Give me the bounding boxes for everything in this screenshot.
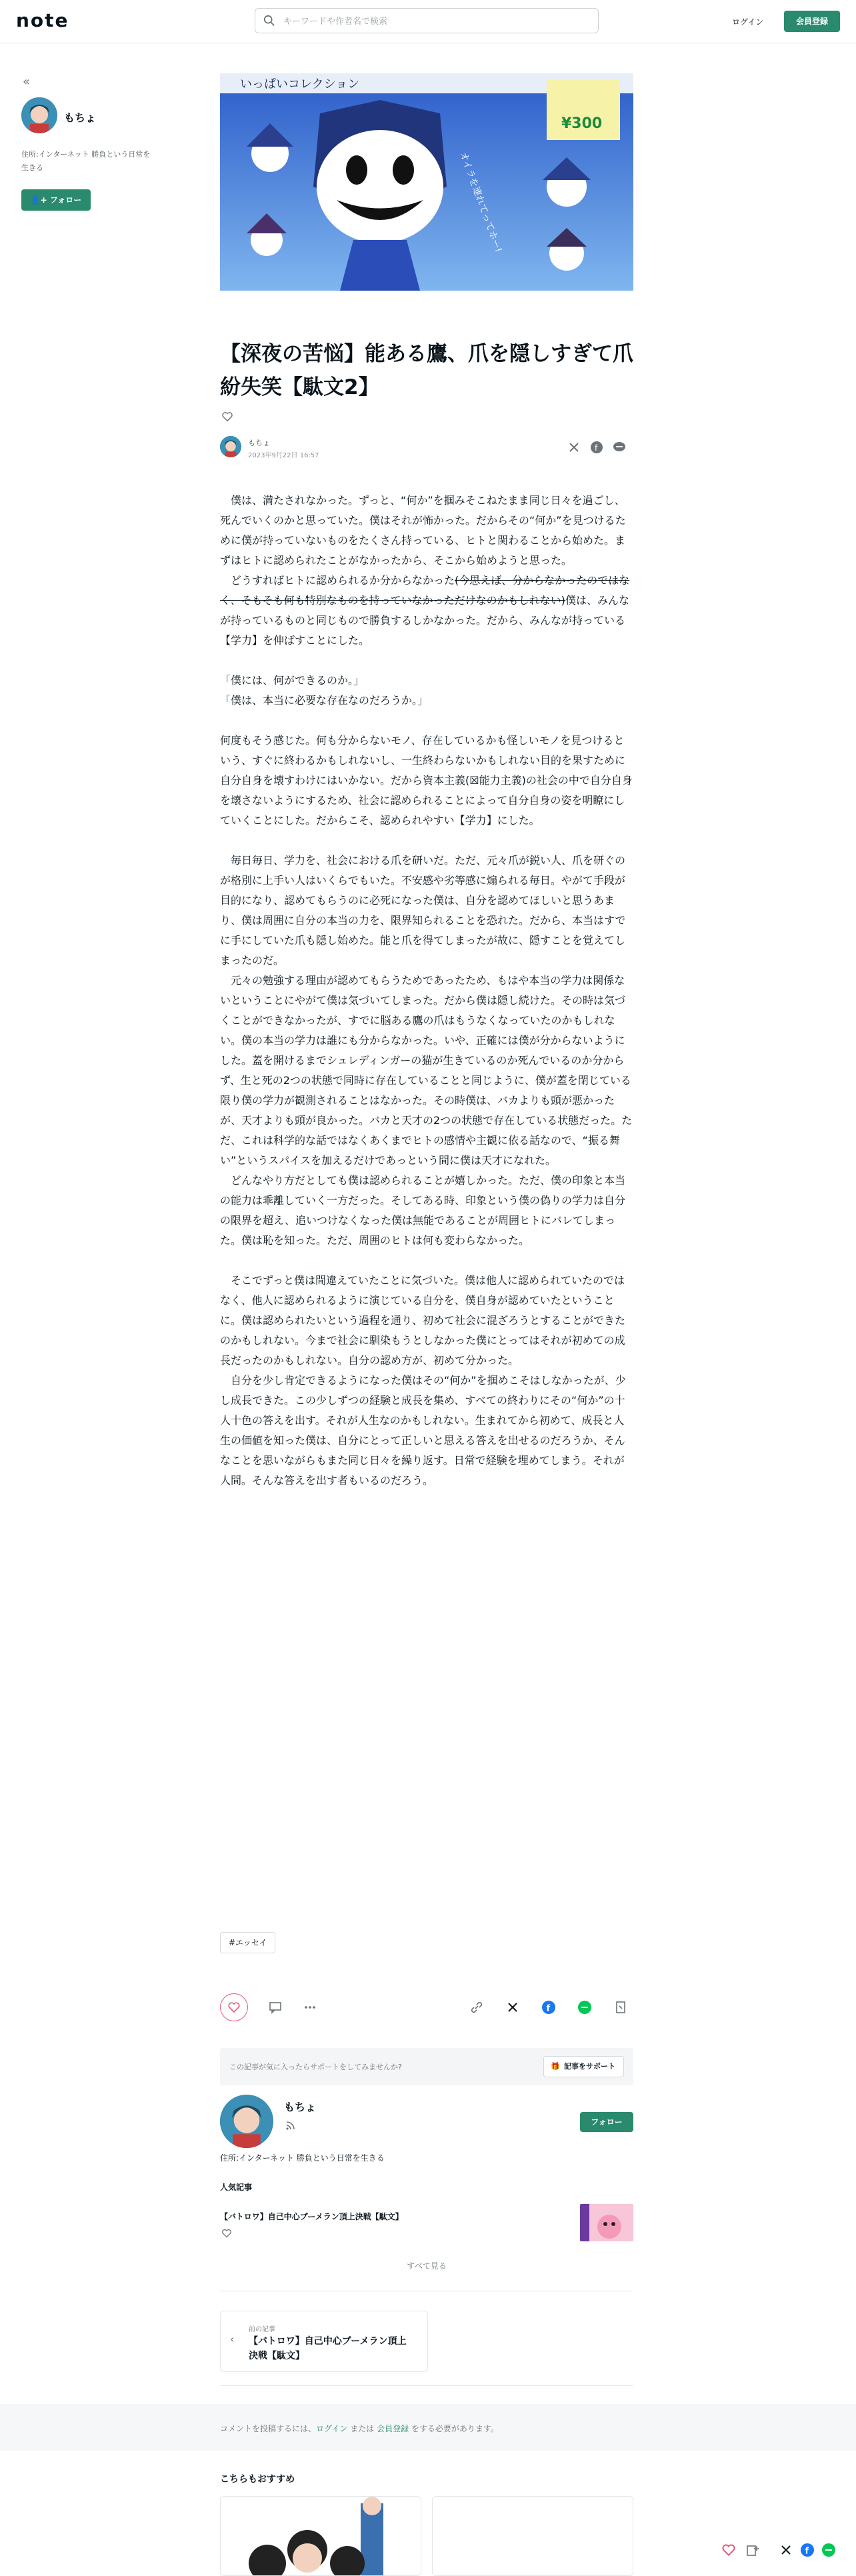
floating-share-bar <box>715 2540 848 2560</box>
paragraph: そこでずっと僕は間違えていたことに気づいた。僕は他人に認められていたのではなく、他人に認められるように演じている自分を、僕自身が認めていたということに。僕は認められたいという過程を通り、初めて社会に混ざろうとすることができたのかもしれない。今まで社会に馴染もうとしなかった僕にとってはそれが初めての成長だったのかもしれない。自分の認め方が、初めて分かった。 <box>220 1274 626 1367</box>
chevron-left-icon: ‹ <box>230 2333 235 2345</box>
link-icon[interactable] <box>469 2000 484 2015</box>
profile-follow-button[interactable]: フォロー <box>580 2112 633 2132</box>
heart-icon[interactable] <box>721 2543 736 2557</box>
publish-date: 2023年9月22日 16:57 <box>248 452 319 459</box>
share-menu-icon[interactable] <box>613 2000 628 2015</box>
user-plus-icon: 👤+ <box>30 195 50 205</box>
paragraph: 毎日毎日、学力を、社会における爪を研いだ。ただ、元々爪が鋭い人、爪を研ぐのが格別に上手い人はいくらでもいた。不安感や劣等感に煽られる毎日。やがて手段が目的になり、認めてもらうのに必死になった僕は、自分を認めてほしいと思うあまり、僕は周囲に自分の本当の力を、限界知られることを恐れた。だから、本当はすでに手にしていた爪も隠し始めた。能と爪を得てしまったが故に、隠すことを覚えてしまったのだ。 <box>220 854 626 967</box>
line-share-icon[interactable] <box>612 440 627 455</box>
quote-line: 「僕は、本当に必要な存在なのだろうか。」 <box>220 694 429 707</box>
hero-image <box>220 73 633 291</box>
strikethrough-text: (今思えば、分からなかったのではなく、そもそも何も特別なものを持っていなかっただけなのかもしれない) <box>220 574 630 607</box>
paragraph: 元々の勉強する理由が認めてもらうためであったため、もはや本当の学力は関係ないということにやがて僕は気づいてしまった。だから僕は隠し続けた。その時は気づくことができなかったが、すでに脳ある鷹の爪はもうなくなっていたのかもしれない。僕の本当の学力は誰にも分からなかった。いや、正確には僕が分からないようにした。蓋を開けるまでシュレディンガーの猫が生きているのか死んでいるのか分からず、生と死の2つの状態で同時に存在していることと同じように、僕が蓋を閉じている限り僕の学力が観測されることはなかった。その時僕は、バカよりも頭が悪かったが、天才よりも頭が良かった。バカと天才の2つの状態で存在している状態だった。ただ、これは科学的な話ではなくあくまでヒトの感情や主観に依る話なので、“振る舞い”というスパイスを加えるだけであっという間に僕は天才になれた。 <box>220 974 633 1167</box>
signup-button[interactable]: 会員登録 <box>784 11 840 32</box>
comment-prefix: コメントを投稿するには、 <box>220 2424 317 2433</box>
facebook-share-icon[interactable] <box>541 2000 556 2015</box>
support-button-label: 記事をサポート <box>564 2062 615 2071</box>
profile-name[interactable]: もちょ <box>284 2101 317 2113</box>
author-name[interactable]: もちょ <box>64 111 97 124</box>
support-box <box>220 2048 633 2085</box>
heart-icon <box>227 2001 241 2014</box>
popular-article-title[interactable]: 【バトロワ】自己中心ブーメラン頂上決戦【駄文】 <box>220 2212 403 2221</box>
svg-text:¥300: ¥300 <box>561 115 603 132</box>
profile-bio: 住所:インターネット 勝負という日常を生きる <box>220 2153 385 2163</box>
divider <box>220 2385 633 2386</box>
avatar[interactable] <box>21 97 57 133</box>
line-share-icon[interactable] <box>577 2000 592 2015</box>
gift-icon: 🎁 <box>551 2062 560 2071</box>
popular-heading: 人気記事 <box>220 2183 253 2192</box>
popular-article-thumbnail[interactable] <box>580 2204 633 2241</box>
x-share-icon[interactable] <box>779 2543 793 2557</box>
see-all-link[interactable]: すべて見る <box>407 2261 447 2271</box>
facebook-share-icon[interactable] <box>589 440 604 455</box>
like-heart-icon[interactable] <box>221 411 233 423</box>
previous-label: 前の記事 <box>249 2326 275 2333</box>
site-header <box>0 0 856 43</box>
x-share-icon[interactable] <box>567 440 581 455</box>
follow-button[interactable] <box>21 189 91 211</box>
meta-author-name[interactable]: もちょ <box>248 439 270 447</box>
paragraph: 何度もそう感じた。何も分からないモノ、存在しているかも怪しいモノを見つけるという、すぐに終わるかもしれないし、一生終わらないかもしれない目的を果すために自分自身を壊すわけにはいかない。だから資本主義(☒能力主義)の社会の中で自分自身を壊さないようにするため、社会に認められることによって自分自身の姿を明瞭にしていくことにした。だからこそ、認められやすい【学力】にした。 <box>220 734 633 827</box>
recommend-card[interactable] <box>432 2496 633 2576</box>
facebook-share-icon[interactable] <box>800 2543 815 2557</box>
comment-login-link[interactable]: ログイン <box>316 2424 348 2433</box>
article-body <box>220 491 633 1491</box>
svg-text:f: f <box>595 443 598 453</box>
login-link[interactable]: ログイン <box>732 17 764 27</box>
svg-text:いっぱいコレクション: いっぱいコレクション <box>240 77 360 91</box>
line-share-icon[interactable] <box>821 2543 836 2557</box>
profile-avatar[interactable] <box>220 2095 273 2148</box>
recommend-heading: こちらもおすすめ <box>220 2474 295 2485</box>
comment-notice <box>0 2404 856 2451</box>
search-box[interactable] <box>255 8 599 33</box>
collapse-sidebar-icon[interactable]: « <box>23 75 31 89</box>
paragraph: どうすればヒトに認められるか分からなかった(今思えば、分からなかったのではなく、そもそも何も特別なものを持っていなかっただけなのかもしれない)僕は、みんなが持っているものと同じもので勝負するしかなかった。だから、みんなが持っている【学力】を伸ばすことにした。 <box>220 574 630 647</box>
author-bio: 住所:インターネット 勝負という日常を生きる <box>21 150 151 172</box>
svg-text:f: f <box>546 2003 551 2014</box>
quote-line: 「僕には、何ができるのか。」 <box>220 674 365 687</box>
comment-suffix: をする必要があります。 <box>409 2424 499 2433</box>
like-button[interactable] <box>220 1993 248 2021</box>
magazine-add-icon[interactable] <box>745 2543 760 2557</box>
x-share-icon[interactable] <box>505 2000 520 2015</box>
comment-icon[interactable] <box>268 2000 283 2015</box>
paragraph: 自分を少し肯定できるようになった僕はその“何か”を掴めこそはしなかったが、少し成長できた。この少しずつの経験と成長を集め、すべての終わりにその“何か”の十人十色の答えを出す。それが人生なのかもしれない。生まれてから初めて、成長と人生の価値を知った僕は、自分にとって正しいと思える答えを出せるのだろうか、そんなことを思いながらもまた同じ日々を繰り返す。日常で経験を埋めてしまう。それが人間。そんな答えを出す者もいるのだろう。 <box>220 1374 626 1487</box>
comment-signup-link[interactable]: 会員登録 <box>377 2424 409 2433</box>
article-title: 【深夜の苦悩】能ある鷹、爪を隠しすぎて爪紛失笑【駄文2】 <box>220 342 633 399</box>
comment-or: または <box>347 2424 377 2433</box>
hashtag-chip[interactable]: #エッセイ <box>220 1932 275 1953</box>
support-button[interactable] <box>543 2056 624 2077</box>
note-logo[interactable]: note <box>16 9 69 31</box>
heart-icon[interactable] <box>221 2228 232 2239</box>
paragraph: 僕は、満たされなかった。ずっと、“何か”を掴みそこねたまま同じ日々を過ごし、死んでいくのかと思っていた。僕はそれが怖かった。だからその“何か”を見つけるために僕が持っていないものをたくさん持っている、ヒトと関わることから始めた。まずはヒトに認められたことがなかったから、そこから始めようと思った。 <box>220 494 626 567</box>
follow-button-label: フォロー <box>49 195 82 205</box>
previous-article-title: 【バトロワ】自己中心ブーメラン頂上決戦【駄文】 <box>249 2336 407 2361</box>
svg-text:オイラを連れてってホー!: オイラを連れてってホー! <box>457 150 504 254</box>
svg-text:f: f <box>805 2546 809 2557</box>
more-icon[interactable] <box>303 2000 317 2015</box>
meta-avatar[interactable] <box>220 436 241 457</box>
action-bar <box>220 1993 633 2023</box>
search-input[interactable] <box>282 13 578 30</box>
support-text: この記事が気に入ったらサポートをしてみませんか? <box>229 2063 402 2071</box>
search-icon <box>263 15 275 27</box>
rss-icon[interactable] <box>285 2120 296 2131</box>
paragraph: どんなやり方だとしても僕は認められることが嬉しかった。ただ、僕の印象と本当の能力は乖離していく一方だった。そしてある時、印象という僕の偽りの学力は自分の限界を超え、追いつけなくなった僕は無能であることが周囲ヒトにバレてしまった。僕は恥を知った。ただ、周囲のヒトは何も変わらなかった。 <box>220 1174 626 1247</box>
previous-article-card[interactable] <box>220 2311 428 2372</box>
recommend-card[interactable] <box>220 2496 421 2576</box>
